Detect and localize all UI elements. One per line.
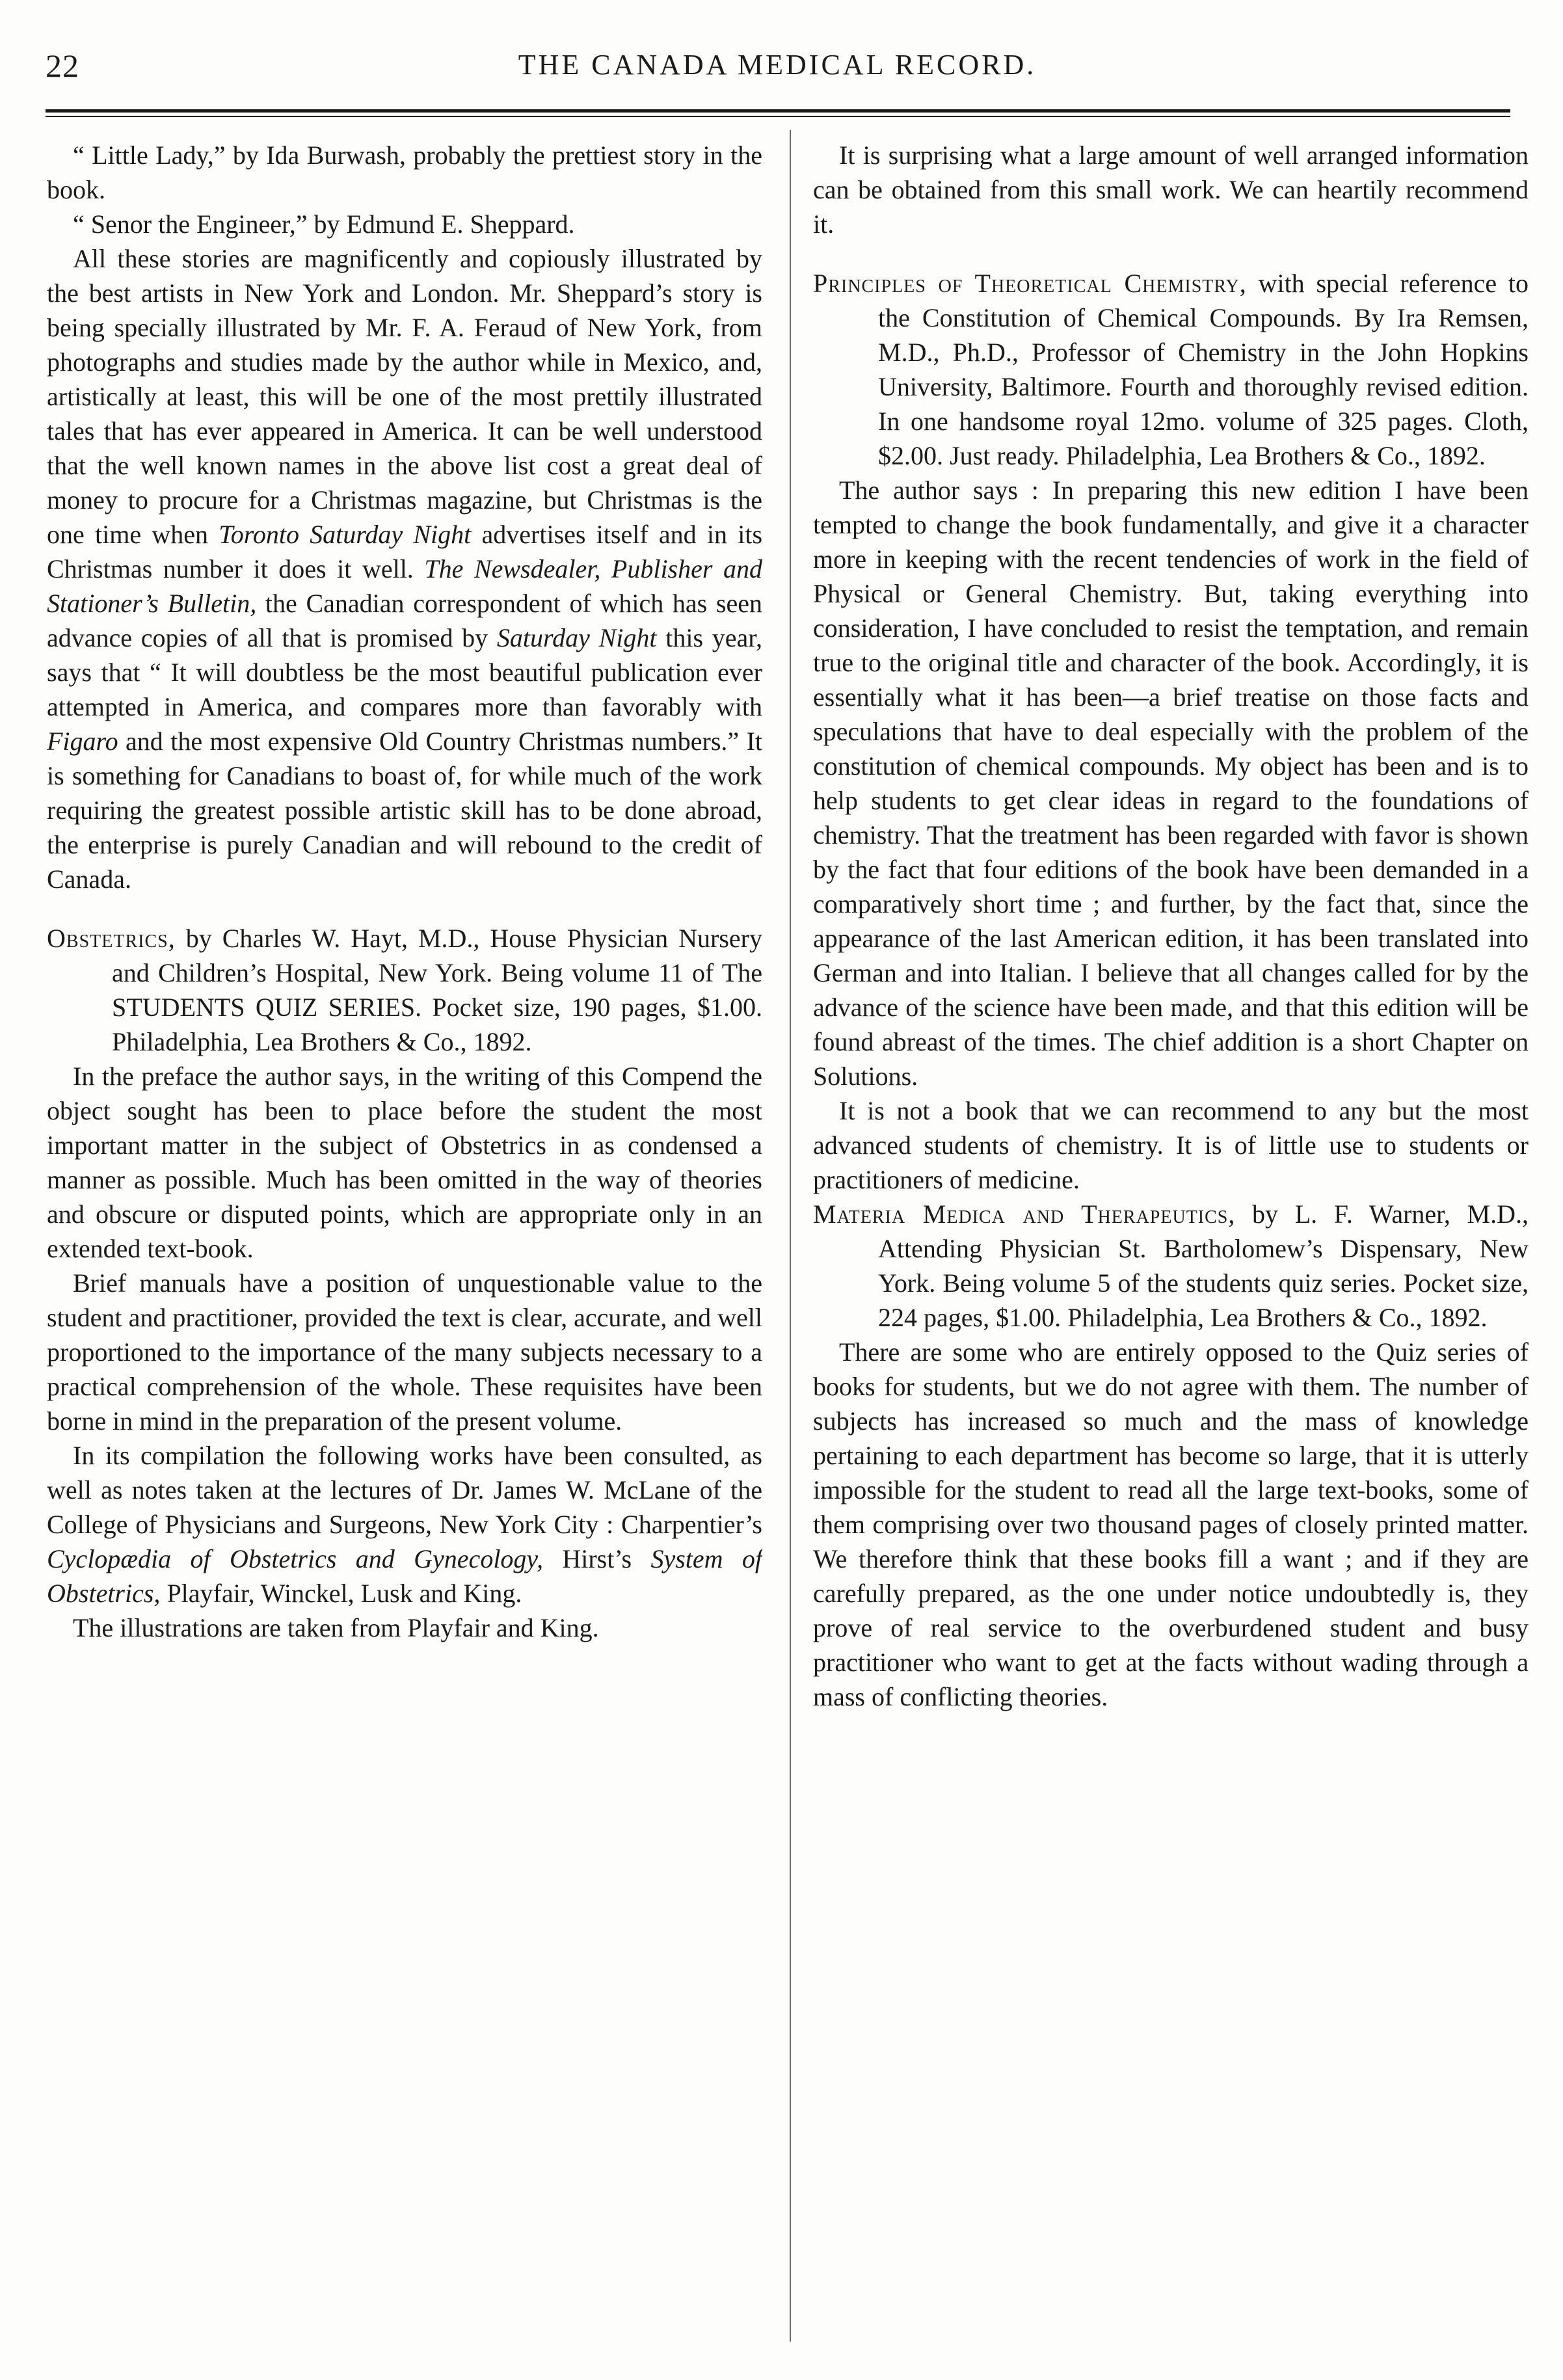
paragraph: The author says : In preparing this new edition I have been tempted to change the book fundamentally, and give it a character more in keeping with the recent tendencies of work in the field of Physical or General Chemistry. But, taking everything into consideration, I have concluded to resist the temptation, and remain true to the original title and character of the book. Accordingly, it is essentially what it has been—a brief treatise on those facts and speculations that have to deal especially with the problem of the constitution of chemical compounds. My object has been and is to help students to get clear ideas in regard to the foundations of chemistry. That the treatment has been regarded with favor is shown by the fact that four editions of the book have been demanded in a comparatively short time ; and further, by the fact that, since the appearance of the last American edition, it has been translated into German and into Italian. I believe that all changes called for by the advance of the science have been made, and that this edition will be found abreast of the times. The chief addition is a short Chapter on Solutions. <box>813 475 1529 1091</box>
text-run: Hirst’s <box>542 1544 651 1573</box>
book-title: System of Obstetrics, <box>47 1544 762 1608</box>
review-heading-chemistry <box>813 266 1529 473</box>
paragraph: The illustrations are taken from Playfair and King. <box>73 1613 599 1642</box>
text-run: All these stories are magnificently and copiously illustrated by the best artists in New York and London. Mr. Sheppard’s story is being specially illustrated by Mr. F. A. Feraud of New York, from photographs and studies made by the author while in Mexico, and, artistically at least, this will be one of the most prettily illustrated tales that has ever appeared in America. It can be well understood that the well known names in the above list cost a great deal of money to procure for a Christmas magazine, but Christmas is the one time when <box>47 244 762 549</box>
periodical-title: Saturday Night <box>496 623 657 652</box>
book-title: Cyclopædia of Obstetrics and Gynecology, <box>47 1544 543 1573</box>
text-run: advertises itself and in its Christmas number it does it well. <box>47 520 762 583</box>
text-run: and the most expensive Old Country Christmas numbers.” It is something for Canadians to boast of, for while much of the work requiring the greatest possible artistic skill has to be done abroad, the enterprise is purely Canadian and will rebound to the credit of Canada. <box>47 727 762 894</box>
running-title: THE CANADA MEDICAL RECORD. <box>518 49 1037 81</box>
periodical-title: Toronto Saturday Night <box>219 520 472 549</box>
periodical-title: Figaro <box>47 727 118 756</box>
paragraph: In the preface the author says, in the writing of this Compend the object sought has been to place before the student the most important matter in the subject of Obstetrics in as condensed a manner as possible. Much has been omitted in the way of theories and obscure or disputed points, which are appropriate only in an extended text-book. <box>47 1062 762 1263</box>
paragraph <box>47 241 762 896</box>
review-heading-obstetrics <box>47 921 762 1059</box>
review-title: Obstetrics, <box>47 924 176 953</box>
header-rule <box>46 109 1510 113</box>
paragraph: “ Senor the Engineer,” by Edmund E. Sheppard. <box>73 209 575 239</box>
text-run: Playfair, Winckel, Lusk and King. <box>160 1579 522 1608</box>
review-citation: by Charles W. Hayt, M.D., House Physician Nursery and Children’s Hospital, New York. Being volume 11 of The STUDENTS QUIZ SERIES. Pocket size, 190 pages, $1.00. Philadelphia, Lea Brothers & Co., 1892. <box>112 924 762 1056</box>
header-rule-thin <box>46 116 1510 117</box>
paragraph: Brief manuals have a position of unquestionable value to the student and practitioner, provided the text is clear, accurate, and well proportioned to the importance of the many subjects necessary to a practical comprehension of the whole. These requisites have been borne in mind in the preparation of the present volume. <box>47 1268 762 1436</box>
text-run: this year, says that “ It will doubtless be the most beautiful publication ever attempted in America, and compares more than favorably with <box>47 623 762 721</box>
review-title: Materia Medica and Therapeutics, <box>813 1199 1236 1229</box>
periodical-title: The Newsdealer, Publisher and Stationer’s Bulletin, <box>47 554 762 618</box>
column-divider <box>790 130 791 2342</box>
text-run: the Canadian correspondent of which has seen advance copies of all that is promised by <box>47 589 762 652</box>
left-column <box>47 138 762 2362</box>
page-number: 22 <box>46 47 79 84</box>
review-title: Principles of Theoretical Chemistry, <box>813 269 1247 298</box>
review-citation: with special reference to the Constitution of Chemical Compounds. By Ira Remsen, M.D., Ph.D., Professor of Chemistry in the John Hopkins University, Baltimore. Fourth and thoroughly revised edition. In one handsome royal 12mo. volume of 325 pages. Cloth, $2.00. Just ready. Philadelphia, Lea Brothers & Co., 1892. <box>878 269 1529 470</box>
page-header <box>46 47 1509 99</box>
paragraph: “ Little Lady,” by Ida Burwash, probably the prettiest story in the book. <box>47 140 762 204</box>
review-heading-materia-medica <box>813 1197 1529 1335</box>
paragraph: It is not a book that we can recommend to any but the most advanced students of chemistry. It is of little use to students or practitioners of medicine. <box>813 1096 1529 1194</box>
text-run: In its compilation the following works have been consulted, as well as notes taken at the lectures of Dr. James W. McLane of the College of Physicians and Surgeons, New York City : Charpentier’s <box>47 1441 762 1539</box>
paragraph: It is surprising what a large amount of well arranged information can be obtained from this small work. We can heartily recommend it. <box>813 140 1529 239</box>
paragraph <box>47 1438 762 1611</box>
right-column <box>813 138 1529 2362</box>
review-citation: by L. F. Warner, M.D., Attending Physician St. Bartholomew’s Dispensary, New York. Being volume 5 of the students quiz series. Pocket size, 224 pages, $1.00. Philadelphia, Lea Brothers & Co., 1892. <box>878 1199 1529 1332</box>
paragraph: There are some who are entirely opposed to the Quiz series of books for students, but we do not agree with them. The number of subjects has increased so much and the mass of knowledge pertaining to each department has become so large, that it is utterly impossible for the student to read all the large text-books, some of them comprising over two thousand pages of closely printed matter. We therefore think that these books fill a want ; and if they are carefully prepared, as the one under notice undoubtedly is, they prove of real service to the overburdened student and busy practitioner who want to get at the facts without wading through a mass of conflicting theories. <box>813 1337 1529 1711</box>
